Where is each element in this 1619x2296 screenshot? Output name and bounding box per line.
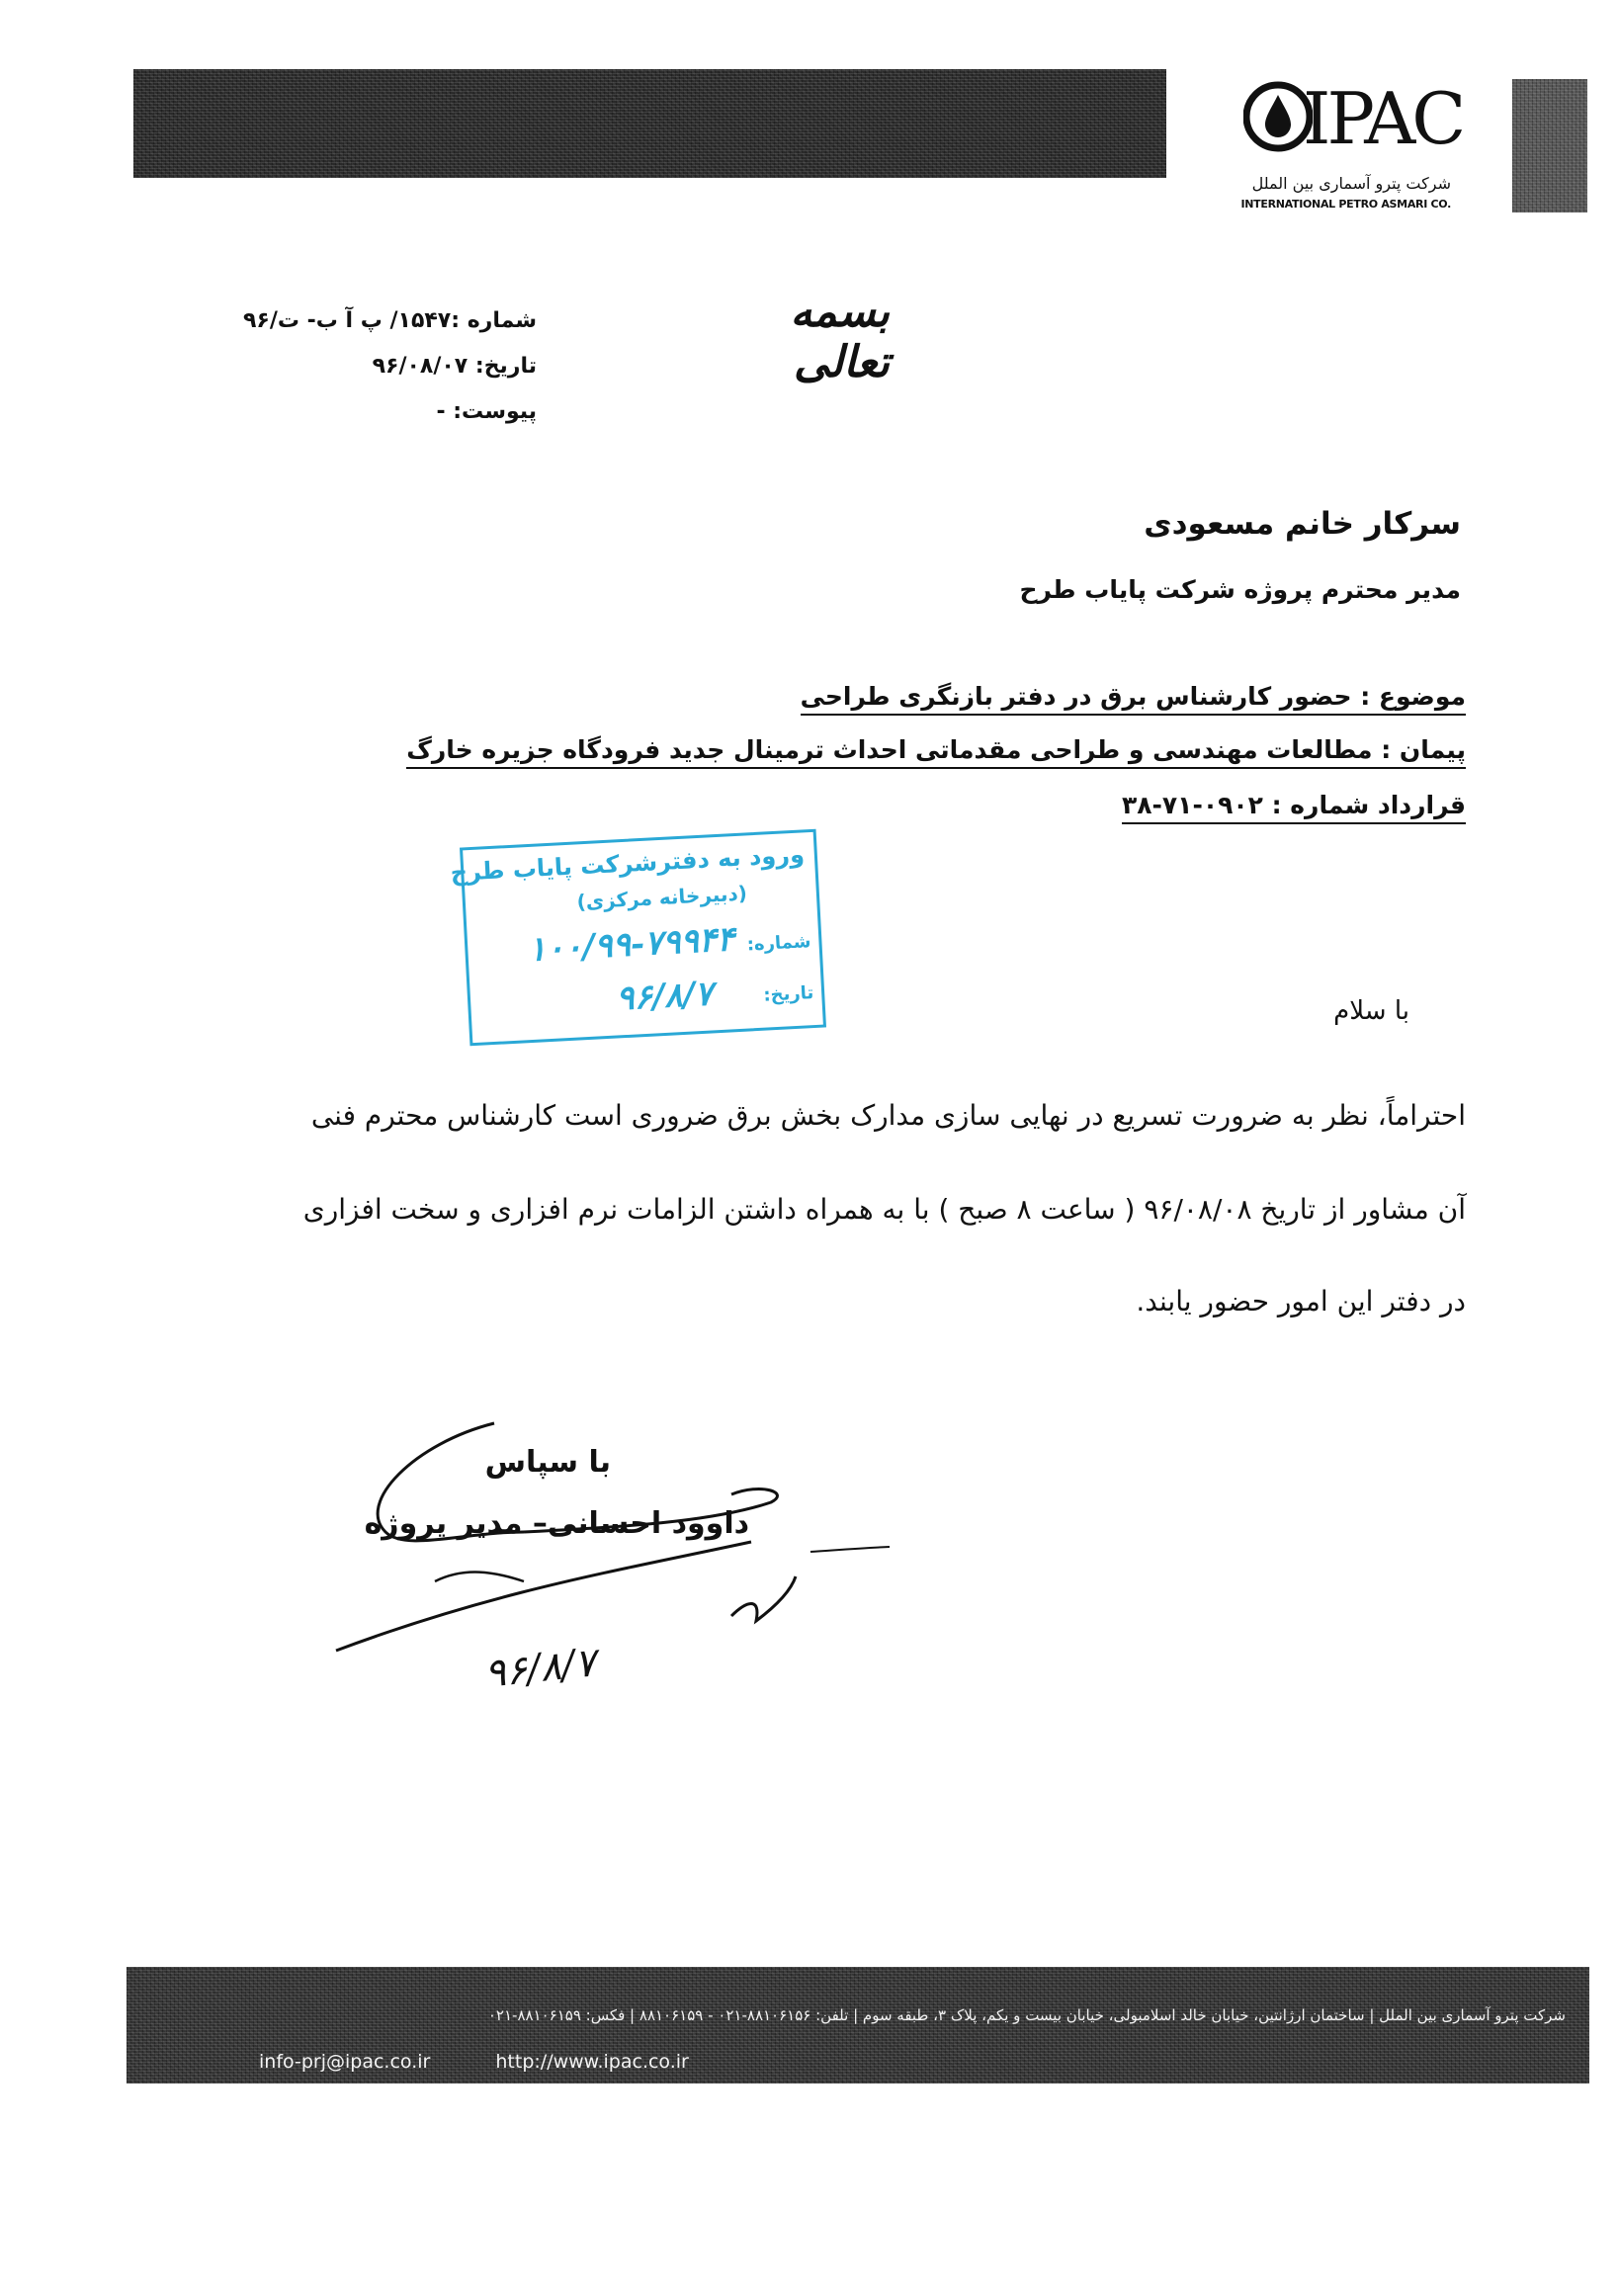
letter-attachment: پیوست: - (436, 399, 537, 424)
header-side-band (1512, 79, 1587, 213)
subject-text: موضوع : حضور کارشناس برق در دفتر بازنگری طراحی (801, 682, 1466, 716)
footer-links (259, 2051, 748, 2073)
bismillah: بسمه تعالی (790, 287, 890, 387)
header-band (133, 69, 1166, 178)
company-name-fa: شرکت پترو آسماری بین الملل (1251, 174, 1451, 193)
stamp-date-label: تاریخ: (762, 982, 814, 1006)
body-line-1: احتراماً، نظر به ضرورت تسریع در نهایی سازی مدارک بخش برق ضروری است کارشناس محترم فنی (310, 1099, 1466, 1132)
logo-wordmark: IPAC (1303, 77, 1463, 160)
contract-number-text: قرارداد شماره : ۰۹۰۲-۷۱-۳۸ (1122, 791, 1466, 824)
footer-website: http://www.ipac.co.ir (495, 2051, 689, 2073)
signer-name: داوود احسانی– مدیر پروژه (364, 1506, 749, 1541)
signature-closing: با سپاس (484, 1445, 611, 1480)
contract-name-line (406, 735, 1466, 764)
letter-date: تاریخ: ۹۶/۰۸/۰۷ (372, 354, 537, 379)
recipient-name: سرکار خانم مسعودی (1144, 506, 1461, 542)
receiving-stamp (449, 829, 826, 1047)
company-name-en: INTERNATIONAL PETRO ASMARI CO. (1240, 198, 1451, 211)
company-logo (1214, 57, 1461, 225)
stamp-number-label: شماره: (746, 931, 811, 956)
stamp-date-value: ۹۶/۸/۷ (615, 974, 715, 1019)
footer-address: شرکت پترو آسماری بین الملل | ساختمان ارژانتین، خیابان خالد اسلامبولی، خیابان بیست و یکم، پلاک ۳، طبقه سوم | تلفن: ۸۸۱۰۶۱۵۶-۰۲۱ - ۸۸۱۰۶۱۵۹ | فکس: ۸۸۱۰۶۱۵۹-۰۲۱ (487, 2006, 1566, 2024)
contract-name-text: پیمان : مطالعات مهندسی و طراحی مقدماتی احداث ترمینال جدید فرودگاه جزیره خارگ (406, 735, 1466, 769)
recipient-position: مدیر محترم پروژه شرکت پایاب طرح (1019, 575, 1461, 604)
greeting: با سلام (1333, 996, 1409, 1026)
letter-meta (161, 298, 537, 435)
contract-number-line (1122, 791, 1466, 819)
stamp-number-value: ۱۰۰/۹۹-۷۹۹۴۴ (527, 919, 736, 971)
stamp-title: ورود به دفترشرکت پایاب طرح (449, 840, 806, 888)
handwritten-signature (297, 1384, 939, 1710)
letter-number: شماره :۱۵۴۷/ پ آ ب- ت/۹۶ (242, 308, 537, 333)
body-line-3: در دفتر این امور حضور یابند. (1136, 1285, 1466, 1318)
stamp-subtitle: (دبیرخانه مرکزی) (575, 881, 748, 914)
handwritten-date: ۹۶/۸/۷ (481, 1640, 598, 1697)
subject-line (801, 682, 1466, 711)
footer-email: info-prj@ipac.co.ir (259, 2051, 431, 2073)
body-line-2: آن مشاور از تاریخ ۹۶/۰۸/۰۸ ( ساعت ۸ صبح ) با به همراه داشتن الزامات نرم افزاری و سخت افزاری (302, 1193, 1466, 1226)
